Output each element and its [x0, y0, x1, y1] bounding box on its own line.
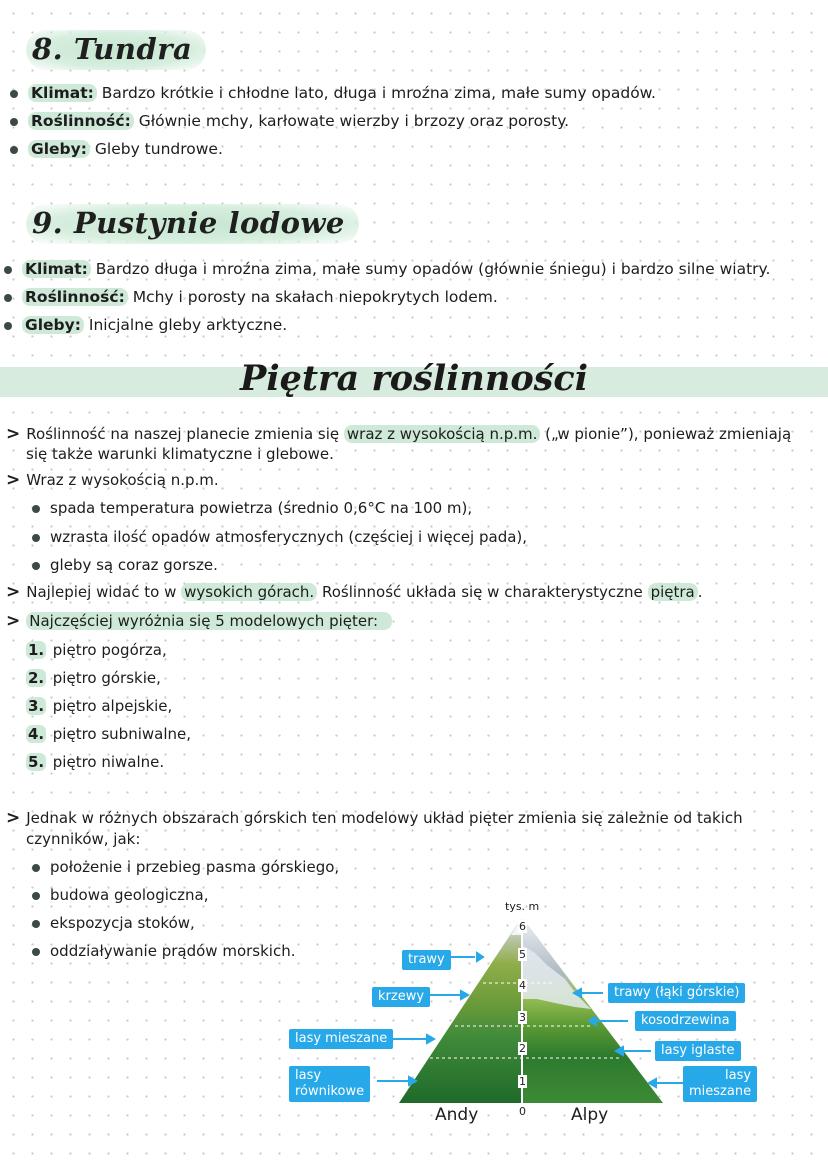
highlight-text: wraz z wysokością n.p.m.	[344, 425, 541, 443]
para3	[6, 582, 703, 602]
section-title: Piętra roślinności	[240, 358, 588, 399]
chevron-right-icon: >	[6, 611, 21, 631]
para2-lead	[6, 470, 219, 490]
para2-bullet	[32, 555, 218, 575]
para5-bullet	[32, 857, 339, 877]
bullet-text: oddziaływanie prądów morskich.	[50, 942, 296, 960]
tundra-heading: 8. Tundra	[26, 30, 206, 70]
bullet-icon	[4, 322, 12, 330]
axis-tick: 5	[519, 948, 526, 961]
bullet-icon	[4, 266, 12, 274]
vegetation-zones-diagram	[285, 895, 775, 1135]
highlight-text: piętra	[648, 583, 698, 601]
para-text: Roślinność układa się w charakterystyczne	[317, 583, 648, 601]
bullet-icon	[32, 920, 40, 928]
list-number: 2.	[28, 669, 45, 687]
bullet-icon	[32, 892, 40, 900]
para2-bullet	[32, 498, 472, 518]
ice-item-soils	[4, 315, 287, 335]
list-item	[26, 640, 167, 660]
list-number: 1.	[28, 641, 45, 659]
label-line: równikowe	[295, 1084, 365, 1099]
item-label: Klimat:	[22, 260, 91, 278]
bullet-icon	[10, 146, 18, 154]
para-text: Wraz z wysokością n.p.m.	[26, 471, 219, 489]
alps-label: Alpy	[571, 1105, 609, 1125]
bullet-icon	[32, 534, 40, 542]
label-line: lasy	[725, 1068, 752, 1083]
bullet-icon	[32, 562, 40, 570]
axis-tick: 4	[519, 979, 526, 992]
para1-line1	[6, 424, 791, 444]
item-label: Gleby:	[28, 140, 90, 158]
para-text: Jednak w różnych obszarach górskich ten modelowy układ pięter zmienia się zależnie od takich	[26, 809, 743, 827]
label-kosodrzewina: kosodrzewina	[635, 1011, 736, 1031]
axis-tick: 1	[519, 1075, 526, 1088]
chevron-right-icon: >	[6, 470, 21, 490]
list-text: piętro pogórza,	[52, 641, 167, 659]
bullet-icon	[32, 864, 40, 872]
list-number: 5.	[28, 753, 45, 771]
para4-lead	[6, 611, 392, 631]
para5-bullet	[32, 913, 195, 933]
highlight-text: wysokich górach.	[181, 583, 317, 601]
list-number: 3.	[28, 697, 45, 715]
item-text: Bardzo długa i mroźna zima, małe sumy opadów (głównie śniegu) i bardzo silne wiatry.	[90, 260, 771, 278]
item-label: Klimat:	[28, 84, 97, 102]
bullet-icon	[32, 948, 40, 956]
para-text: Roślinność na naszej planecie zmienia się	[26, 425, 344, 443]
tundra-item-soils	[10, 139, 223, 159]
label-lasy-rownikowe	[289, 1066, 370, 1102]
list-text: piętro górskie,	[52, 669, 161, 687]
para5-bullet	[32, 941, 296, 961]
ice-item-climate	[4, 259, 770, 279]
chevron-right-icon: >	[6, 808, 21, 828]
axis-tick: 0	[519, 1105, 526, 1118]
bullet-text: gleby są coraz gorsze.	[50, 556, 218, 574]
label-trawy-laki: trawy (łąki górskie)	[608, 983, 745, 1003]
axis-tick: 3	[519, 1011, 526, 1024]
item-label: Gleby:	[22, 316, 84, 334]
label-lasy-mieszane: lasy mieszane	[289, 1029, 393, 1049]
axis-tick: 2	[519, 1042, 526, 1055]
bullet-icon	[32, 505, 40, 513]
tundra-item-vegetation	[10, 111, 569, 131]
item-text: Głównie mchy, karłowate wierzby i brzozy oraz porosty.	[133, 112, 570, 130]
bullet-icon	[4, 294, 12, 302]
bullet-icon	[10, 118, 18, 126]
para2-bullet	[32, 527, 527, 547]
label-trawy: trawy	[402, 950, 451, 970]
chevron-right-icon: >	[6, 424, 21, 444]
list-text: piętro alpejskie,	[52, 697, 173, 715]
item-label: Roślinność:	[22, 288, 128, 306]
axis-title: tys. m	[505, 900, 540, 913]
highlight-text: Najczęściej wyróżnia się 5 modelowych pięter:	[26, 612, 392, 630]
alps-slope	[522, 917, 663, 1103]
chevron-right-icon: >	[6, 582, 21, 602]
para1-line2: się także warunki klimatyczne i glebowe.	[26, 445, 334, 463]
andes-label: Andy	[435, 1105, 479, 1125]
label-krzewy: krzewy	[372, 987, 430, 1007]
para-text: („w pionie”), ponieważ zmieniają	[540, 425, 792, 443]
para-text: Najlepiej widać to w	[26, 583, 182, 601]
para5-bullet	[32, 885, 209, 905]
tundra-item-climate	[10, 83, 656, 103]
bullet-text: wzrasta ilość opadów atmosferycznych (częściej i więcej pada),	[50, 528, 528, 546]
list-text: piętro niwalne.	[52, 753, 165, 771]
item-text: Inicjalne gleby arktyczne.	[83, 316, 288, 334]
list-item	[26, 752, 164, 772]
bullet-text: spada temperatura powietrza (średnio 0,6°C na 100 m),	[50, 499, 473, 517]
list-item	[26, 724, 191, 744]
andes-slope	[399, 917, 522, 1103]
bullet-text: budowa geologiczna,	[50, 886, 209, 904]
item-text: Bardzo krótkie i chłodne lato, długa i mroźna zima, małe sumy opadów.	[96, 84, 656, 102]
axis-tick: 6	[519, 920, 526, 933]
label-line: lasy	[295, 1068, 322, 1083]
para5-line2: czynników, jak:	[26, 830, 141, 848]
ice-deserts-heading: 9. Pustynie lodowe	[26, 204, 359, 244]
label-line: mieszane	[689, 1084, 752, 1099]
bullet-icon	[10, 90, 18, 98]
label-lasy-iglaste: lasy iglaste	[655, 1041, 741, 1061]
item-text: Gleby tundrowe.	[89, 140, 223, 158]
list-item	[26, 668, 161, 688]
item-text: Mchy i porosty na skałach niepokrytych lodem.	[127, 288, 498, 306]
bullet-text: ekspozycja stoków,	[50, 914, 195, 932]
bullet-text: położenie i przebieg pasma górskiego,	[50, 858, 340, 876]
list-item	[26, 696, 172, 716]
ice-item-vegetation	[4, 287, 498, 307]
para-text: .	[697, 583, 703, 601]
label-lasy-mieszane-alps	[683, 1066, 757, 1102]
para5-line1	[6, 808, 743, 828]
list-text: piętro subniwalne,	[52, 725, 192, 743]
item-label: Roślinność:	[28, 112, 134, 130]
list-number: 4.	[28, 725, 45, 743]
